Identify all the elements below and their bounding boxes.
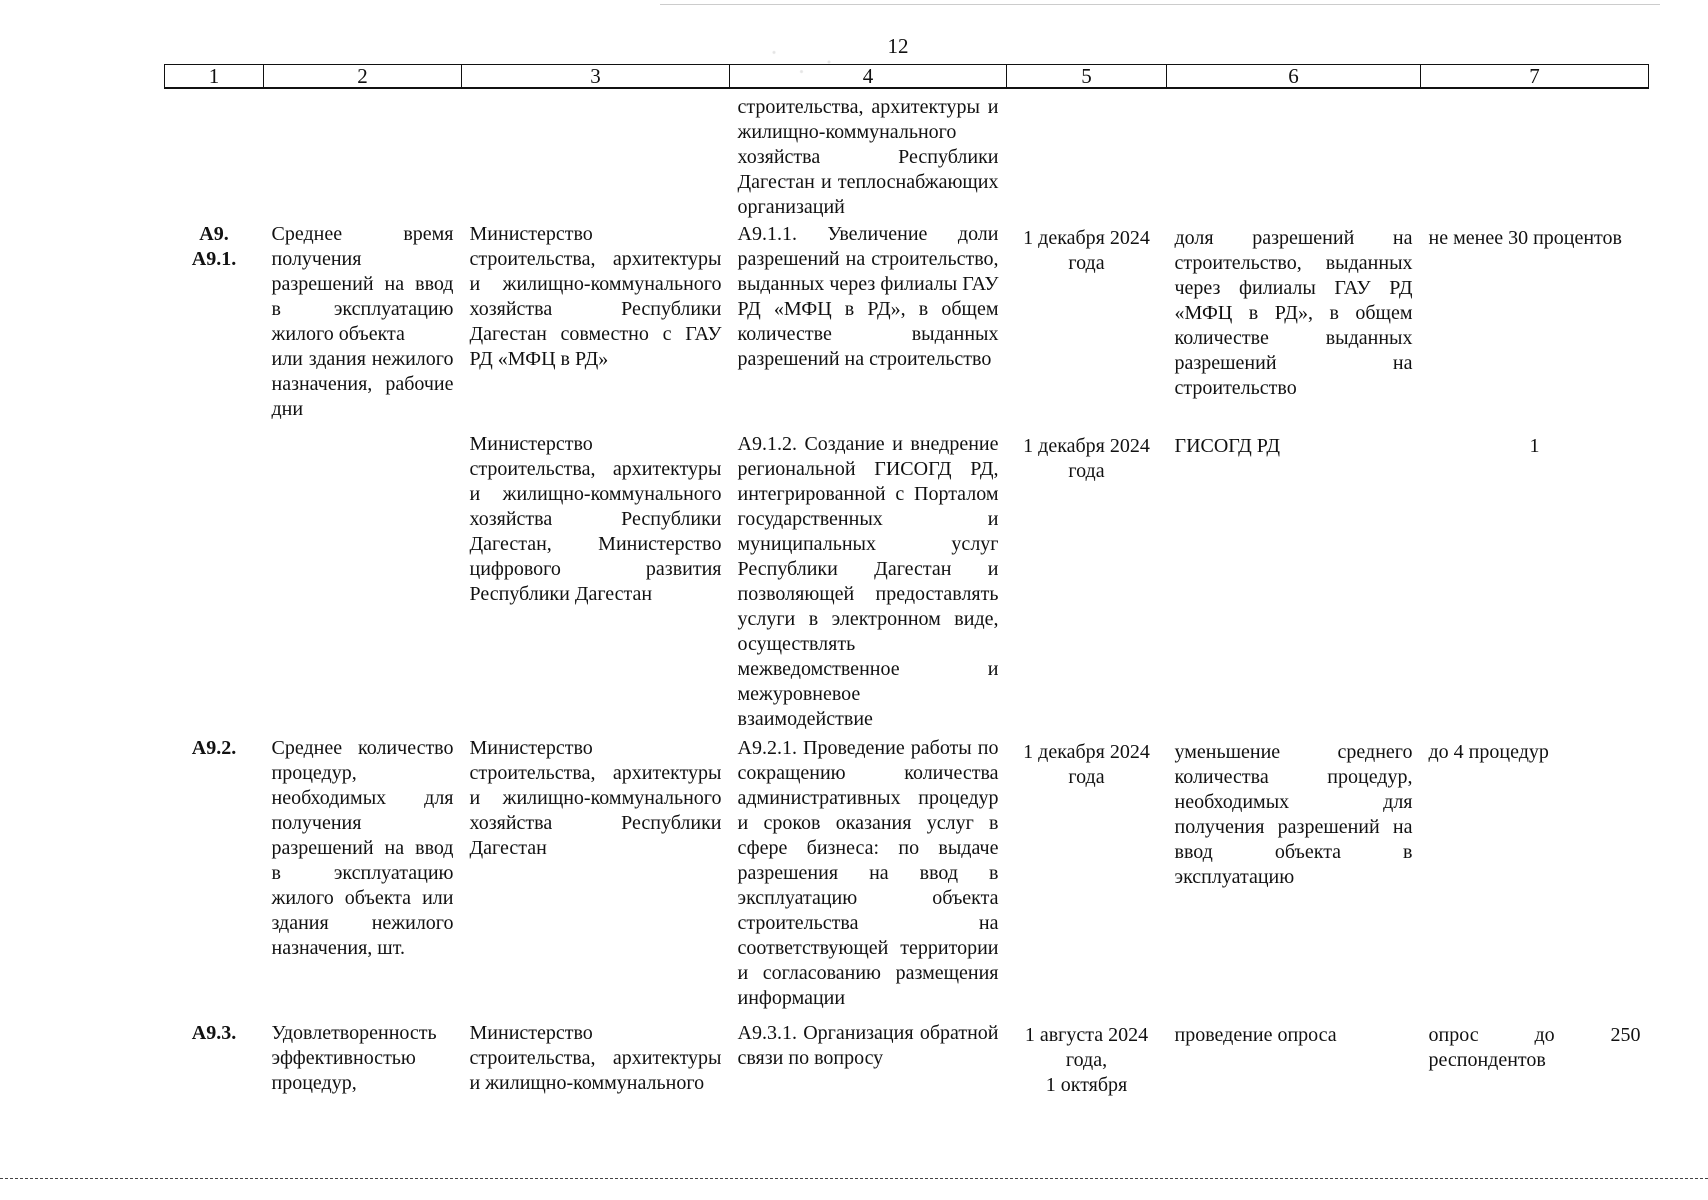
cell-empty (165, 88, 264, 222)
cell-result: доля разрешений на строительство, выданных через филиалы ГАУ РД «МФЦ в РД», в общем количестве выданных разрешений на строительство (1174, 227, 1413, 399)
measures-table (164, 64, 1649, 1098)
cell-result: ГИСОГД РД (1174, 435, 1280, 457)
table-row-continuation (165, 88, 1649, 222)
cell-deadline: 1 декабря 2024 года (1023, 227, 1150, 274)
measures-table-container (164, 64, 1648, 1098)
cell-value: опрос до 250 респондентов (1428, 1024, 1641, 1071)
cell-activity: А9.1.2. Создание и внедрение региональной ГИСОГД РД, интегрированной с Порталом государственных и муниципальных услуг Республики Дагестан и позволяющей предоставлять услуги в электронном виде, осуществлять межведомственное и межуровневое взаимодействие (737, 433, 999, 730)
cell-responsible: Министерство строительства, архитектуры и жилищно-коммунального хозяйства Республики Дагестан, Министерство цифрового развития Республики Дагестан (469, 433, 722, 605)
cell-empty (1167, 88, 1421, 222)
cell-empty (462, 88, 730, 222)
column-number-4: 4 (730, 65, 1007, 89)
cell-value: 1 (1529, 435, 1540, 457)
cell-code: А9.2. (191, 737, 237, 759)
header-row (165, 65, 1649, 89)
column-number-7: 7 (1421, 65, 1649, 89)
cell-deadline: 1 августа 2024 года, 1 октября (1024, 1024, 1149, 1096)
table-row (165, 222, 1649, 426)
table-row (165, 736, 1649, 1015)
cell-code: А9.3. (191, 1022, 237, 1044)
cell-result: проведение опроса (1174, 1024, 1337, 1046)
cell-indicator: Удовлетворенность эффективностью процедур, (271, 1022, 437, 1094)
cell-activity: А9.1.1. Увеличение доли разрешений на строительство, выданных через филиалы ГАУ РД «МФЦ в РД», в общем количестве выданных разрешений на строительство (737, 223, 999, 370)
page-bottom-edge (0, 1178, 1708, 1179)
cell-empty (1421, 88, 1649, 222)
column-number-2: 2 (264, 65, 462, 89)
cell-activity: А9.2.1. Проведение работы по сокращению количества административных процедур и сроков оказания услуг в сфере бизнеса: по выдаче разрешения на ввод в эксплуатацию объекта строительства на соответствующей территории и согласованию размещения информации (737, 737, 999, 1009)
cell-activity: А9.3.1. Организация обратной связи по вопросу (737, 1022, 999, 1069)
cell-code: А9. А9.1. (191, 223, 237, 270)
scan-edge-line (660, 4, 1660, 5)
column-number-1: 1 (165, 65, 264, 89)
column-number-6: 6 (1167, 65, 1421, 89)
cell-value: до 4 процедур (1428, 741, 1549, 763)
table-body (165, 88, 1649, 1098)
table-row (165, 426, 1649, 736)
cell-deadline: 1 декабря 2024 года (1023, 741, 1150, 788)
page-number: 12 (887, 34, 909, 58)
table-header (165, 65, 1649, 89)
cell-responsible: Министерство строительства, архитектуры и жилищно-коммунального хозяйства Республики Дагестан (469, 737, 722, 859)
table-row (165, 1015, 1649, 1098)
column-number-5: 5 (1007, 65, 1167, 89)
cell-responsible: Министерство строительства, архитектуры и жилищно-коммунального (469, 1022, 722, 1094)
column-number-3: 3 (462, 65, 730, 89)
cell-indicator: Среднее время получения разрешений на ввод в эксплуатацию жилого объекта или здания нежилого назначения, рабочие дни (271, 223, 454, 420)
cell-empty (264, 88, 462, 222)
cell-responsible: Министерство строительства, архитектуры и жилищно-коммунального хозяйства Республики Дагестан совместно с ГАУ РД «МФЦ в РД» (469, 223, 722, 370)
cell-indicator: Среднее количество процедур, необходимых для получения разрешений на ввод в эксплуатацию жилого объекта или здания нежилого назначения, шт. (271, 737, 454, 959)
cell-value: не менее 30 процентов (1428, 227, 1622, 249)
cell-code (165, 426, 264, 736)
cell-empty (1007, 88, 1167, 222)
cell-activity-continuation: строительства, архитектуры и жилищно-коммунального хозяйства Республики Дагестан и теплоснабжающих организаций (737, 96, 999, 218)
cell-deadline: 1 декабря 2024 года (1023, 435, 1150, 482)
cell-result: уменьшение среднего количества процедур, необходимых для получения разрешений на ввод объекта в эксплуатацию (1174, 741, 1413, 888)
cell-indicator (264, 426, 462, 736)
